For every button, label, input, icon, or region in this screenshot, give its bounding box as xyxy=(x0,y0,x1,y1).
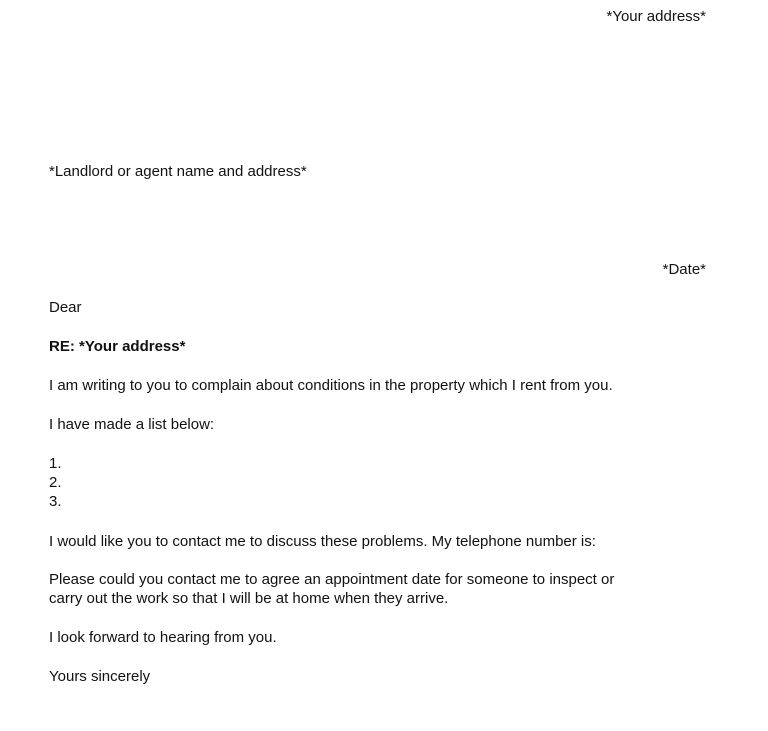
salutation: Dear xyxy=(49,299,82,316)
appointment-line-2: carry out the work so that I will be at home when they arrive. xyxy=(49,590,449,607)
list-item: 2. xyxy=(49,474,62,491)
sign-off: Yours sincerely xyxy=(49,668,151,685)
subject-line xyxy=(49,337,185,356)
list-item: 3. xyxy=(49,493,62,510)
list-intro: I have made a list below: xyxy=(49,416,215,433)
closing-line: I look forward to hearing from you. xyxy=(49,629,277,646)
intro-paragraph: I am writing to you to complain about conditions in the property which I rent from you. xyxy=(49,377,613,394)
contact-request-paragraph: I would like you to contact me to discuss these problems. My telephone number is: xyxy=(49,533,596,550)
subject-value: *Your address* xyxy=(79,338,186,355)
appointment-paragraph xyxy=(49,570,709,608)
issue-list xyxy=(49,454,62,511)
list-item: 1. xyxy=(49,455,62,472)
sender-address: *Your address* xyxy=(606,8,706,25)
letter-date: *Date* xyxy=(662,261,706,278)
appointment-line-1: Please could you contact me to agree an appointment date for someone to inspect or xyxy=(49,571,615,588)
subject-prefix: RE: xyxy=(49,338,75,355)
recipient-address: *Landlord or agent name and address* xyxy=(49,163,307,180)
